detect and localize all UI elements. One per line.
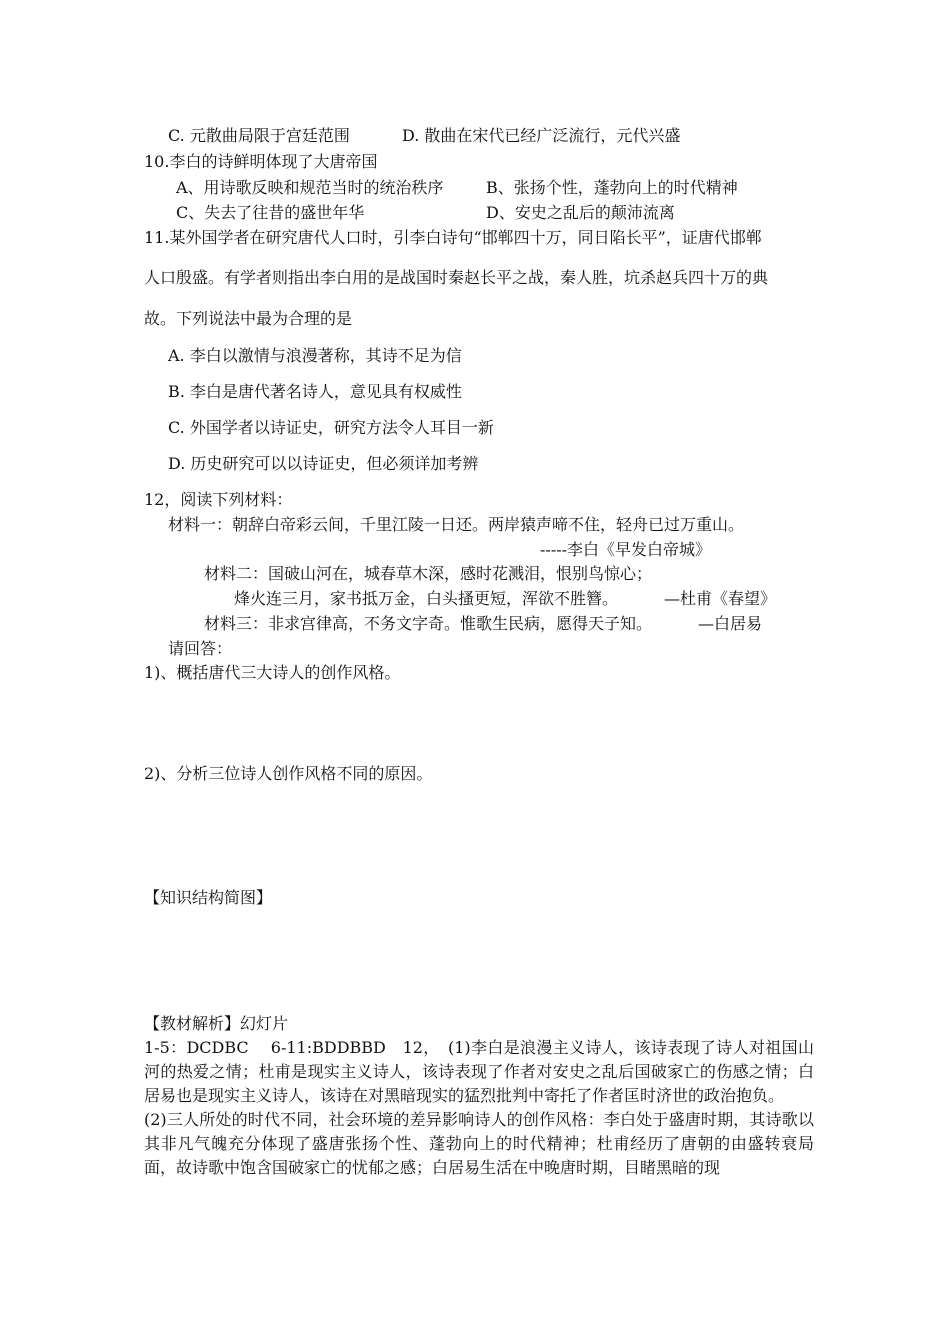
q12-material-3: 材料三：非求宫律高，不务文字奇。惟歌生民病，愿得天子知。 bbox=[204, 614, 653, 633]
q11-option-b: B. 李白是唐代著名诗人，意见具有权威性 bbox=[168, 382, 462, 401]
q12-ask: 请回答： bbox=[168, 639, 233, 658]
q10-option-d: D、安史之乱后的颠沛流离 bbox=[486, 203, 675, 222]
q11-option-a: A. 李白以激情与浪漫著称，其诗不足为信 bbox=[168, 346, 462, 365]
q9-option-d: D. 散曲在宋代已经广泛流行，元代兴盛 bbox=[402, 126, 681, 145]
q12-sub-question-1: 1)、概括唐代三大诗人的创作风格。 bbox=[144, 663, 401, 682]
textbook-analysis-heading: 【教材解析】幻灯片 bbox=[144, 1014, 289, 1033]
q10-option-a: A、用诗歌反映和规范当时的统治秩序 bbox=[176, 178, 444, 197]
q11-option-c: C. 外国学者以诗证史，研究方法令人耳目一新 bbox=[168, 418, 494, 437]
q11-stem-line2: 人口殷盛。有学者则指出李白用的是战国时秦赵长平之战，秦人胜，坑杀赵兵四十万的典 bbox=[144, 268, 769, 287]
q12-material-2-line2: 烽火连三月，家书抵万金，白头搔更短，浑欲不胜簪。 bbox=[234, 589, 619, 608]
q11-option-d: D. 历史研究可以以诗证史，但必须详加考辨 bbox=[168, 454, 479, 473]
q12-material-1-source: -----李白《早发白帝城》 bbox=[540, 540, 712, 559]
q11-stem-line3: 故。下列说法中最为合理的是 bbox=[144, 309, 353, 328]
q12-sub-question-2: 2)、分析三位诗人创作风格不同的原因。 bbox=[144, 764, 433, 783]
answer-paragraph-2: (2)三人所处的时代不同，社会环境的差异影响诗人的创作风格：李白处于盛唐时期，其诗歌以其非凡气魄充分体现了盛唐张扬个性、蓬勃向上的时代精神；杜甫经历了唐朝的由盛转衰局面，故诗歌中饱含国破家亡的忧郁之感；白居易生活在中晚唐时期，目睹黑暗的现 bbox=[144, 1110, 814, 1177]
q12-material-1: 材料一：朝辞白帝彩云间，千里江陵一日还。两岸猿声啼不住，轻舟已过万重山。 bbox=[168, 515, 745, 534]
q10-option-c: C、失去了往昔的盛世年华 bbox=[176, 203, 365, 222]
q12-material-3-source: —白居易 bbox=[698, 614, 763, 633]
q12-material-2-source: —杜甫《春望》 bbox=[664, 589, 777, 608]
answer-paragraph-1: 1-5：DCDBC 6-11:BDDBBD 12， (1)李白是浪漫主义诗人，该诗表现了诗人对祖国山河的热爱之情；杜甫是现实主义诗人，该诗表现了作者对安史之乱后国破家亡的伤感之情；白居易也是现实主义诗人，该诗在对黑暗现实的猛烈批判中寄托了作者匡时济世的政治抱负。 bbox=[144, 1038, 814, 1105]
q11-stem-line1: 11.某外国学者在研究唐代人口时，引李白诗句“邯郸四十万，同日陷长平”，证唐代邯郸 bbox=[144, 228, 762, 247]
q12-stem: 12，阅读下列材料： bbox=[144, 490, 293, 509]
q12-material-2-line1: 材料二：国破山河在，城春草木深，感时花溅泪，恨别鸟惊心； bbox=[204, 564, 653, 583]
q10-option-b: B、张扬个性，蓬勃向上的时代精神 bbox=[486, 178, 738, 197]
q9-option-c: C. 元散曲局限于宫廷范围 bbox=[168, 126, 350, 145]
q10-stem: 10.李白的诗鲜明体现了大唐帝国 bbox=[144, 152, 378, 171]
answer-block bbox=[144, 1036, 814, 1180]
knowledge-structure-heading: 【知识结构简图】 bbox=[144, 888, 273, 907]
